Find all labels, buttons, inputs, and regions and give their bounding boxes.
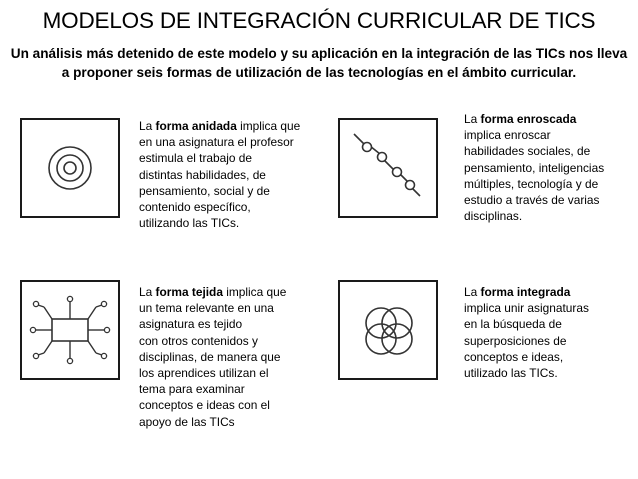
nested-model-prefix: La (139, 119, 156, 133)
threaded-model-name: forma enroscada (480, 112, 577, 126)
concentric-circles-icon (22, 120, 118, 216)
nested-model-diagram (20, 118, 120, 218)
webbed-model-text: implica que un tema relevante en una asignatura es tejido con otros contenidos y disciplinas, de manera que los aprendices utilizan el tema para examinar conceptos e ideas con el apoyo de las TICs (139, 285, 287, 429)
webbed-hub-icon (22, 282, 118, 378)
threaded-model-text: implica enroscar habilidades sociales, de pensamiento, inteligencias múltiples, tecnología y de estudio a través de varias disciplinas. (464, 128, 605, 224)
nested-model-name: forma anidada (155, 119, 237, 133)
integrated-model-name: forma integrada (480, 285, 571, 299)
integrated-model-text: implica unir asignaturas en la búsqueda de superposiciones de conceptos e ideas, utilizado las TICs. (464, 301, 589, 381)
integrated-model-diagram (338, 280, 438, 380)
integrated-model-description (464, 284, 634, 381)
webbed-model-prefix: La (139, 285, 156, 299)
slide-title: MODELOS DE INTEGRACIÓN CURRICULAR DE TICS (42, 8, 596, 33)
threaded-circles-icon (340, 120, 436, 216)
threaded-model-prefix: La (464, 112, 481, 126)
webbed-model-name: forma tejida (155, 285, 223, 299)
webbed-model-diagram (20, 280, 120, 380)
integrated-model-prefix: La (464, 285, 481, 299)
slide-subtitle: Un análisis más detenido de este modelo y su aplicación en la integración de las TICs nos lleva a proponer seis formas de utilización de las tecnologías en el ámbito curricular. (10, 46, 628, 80)
webbed-model-description (139, 284, 324, 430)
nested-model-text: implica que en una asignatura el profesor estimula el trabajo de distintas habilidades, de pensamiento, social y de contenido específico, utilizando las TICs. (139, 119, 301, 231)
threaded-model-diagram (338, 118, 438, 218)
nested-model-description (139, 118, 324, 231)
threaded-model-description (464, 111, 634, 224)
overlapping-circles-icon (340, 282, 436, 378)
